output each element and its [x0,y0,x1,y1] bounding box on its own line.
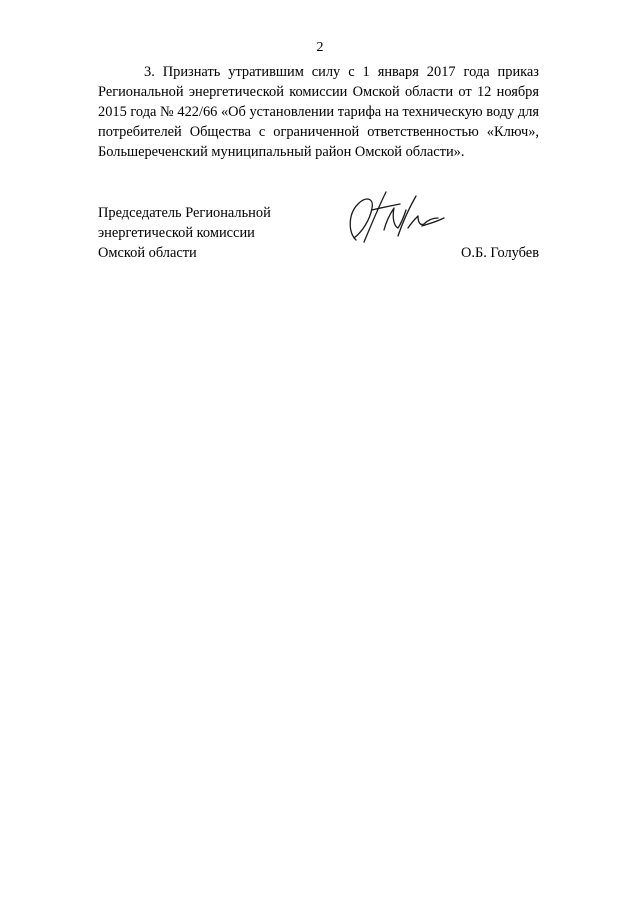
body-paragraph: 3. Признать утратившим силу с 1 января 2017 года приказ Региональной энергетической комиссии Омской области от 12 ноября 2015 года № 422/66 «Об установлении тарифа на техническую воду для потребителей Общества с ограниченной ответственностью «Ключ», Большереченский муниципальный район Омской области». [98,64,539,160]
handwritten-signature [342,188,448,248]
page-number: 2 [316,40,324,55]
signatory-title-line: энергетической комиссии [98,225,255,241]
signatory-title-line: Председатель Региональной [98,205,271,221]
signatory-title [98,203,328,263]
signatory-title-line: Омской области [98,245,197,261]
signatory-name: О.Б. Голубев [460,245,539,261]
signature-block [98,203,539,263]
